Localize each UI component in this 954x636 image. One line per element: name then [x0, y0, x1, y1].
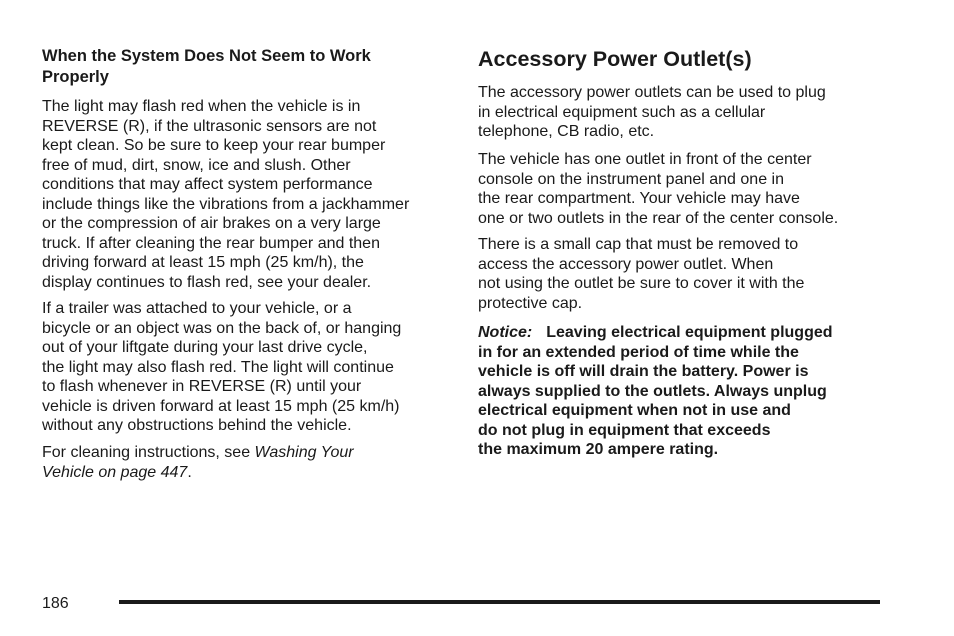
- text-line: There is a small cap that must be removed to: [478, 236, 799, 253]
- text-line: If a trailer was attached to your vehicle, or a: [42, 300, 352, 317]
- left-paragraph-3: [42, 443, 354, 482]
- cross-reference-suffix: .: [187, 463, 192, 481]
- notice-block: [478, 323, 833, 460]
- text-line: or the compression of air brakes on a very large: [42, 215, 381, 232]
- text-line: conditions that may affect system performance: [42, 176, 373, 193]
- cross-reference-link[interactable]: Vehicle on page 447: [42, 463, 188, 481]
- right-paragraph-2: [478, 150, 838, 228]
- text-line: kept clean. So be sure to keep your rear bumper: [42, 137, 386, 154]
- cross-reference-prefix: For cleaning instructions, see: [42, 444, 255, 461]
- notice-label: Notice:: [478, 324, 533, 341]
- text-line: one or two outlets in the rear of the center console.: [478, 209, 839, 227]
- right-paragraph-1: [478, 83, 826, 142]
- right-paragraph-3: [478, 235, 804, 313]
- text-line: [478, 323, 833, 343]
- text-line: in electrical equipment such as a cellular: [478, 103, 766, 121]
- subheading-line: When the System Does Not Seem to Work: [42, 47, 371, 65]
- text-line: do not plug in equipment that exceeds: [478, 421, 771, 439]
- text-line: always supplied to the outlets. Always unplug: [478, 382, 827, 400]
- text-line: vehicle is driven forward at least 15 mph (25 km/h): [42, 397, 400, 415]
- text-line: without any obstructions behind the vehicle.: [42, 417, 352, 434]
- left-paragraph-1: [42, 97, 409, 292]
- notice-first-line: Leaving electrical equipment plugged: [546, 324, 833, 341]
- text-line: out of your liftgate during your last drive cycle,: [42, 339, 368, 356]
- cross-reference-link[interactable]: Washing Your: [254, 444, 354, 461]
- text-line: the maximum 20 ampere rating.: [478, 441, 719, 458]
- text-line: [42, 443, 354, 463]
- text-line: telephone, CB radio, etc.: [478, 123, 655, 140]
- text-line: the light may also flash red. The light will continue: [42, 358, 394, 376]
- section-subheading: [42, 46, 371, 88]
- text-line: free of mud, dirt, snow, ice and slush. Other: [42, 156, 351, 174]
- text-line: the rear compartment. Your vehicle may have: [478, 190, 800, 207]
- text-line: include things like the vibrations from a jackhammer: [42, 195, 410, 213]
- text-line: The accessory power outlets can be used to plug: [478, 84, 826, 101]
- text-line: console on the instrument panel and one in: [478, 170, 784, 188]
- section-heading: Accessory Power Outlet(s): [478, 47, 752, 71]
- text-line: protective cap.: [478, 294, 583, 312]
- text-line: The vehicle has one outlet in front of the center: [478, 151, 812, 168]
- text-line: in for an extended period of time while the: [478, 343, 799, 361]
- footer-rule: [119, 600, 880, 604]
- text-line: REVERSE (R), if the ultrasonic sensors are not: [42, 117, 377, 135]
- left-paragraph-2: [42, 299, 401, 436]
- text-line: electrical equipment when not in use and: [478, 402, 791, 419]
- text-line: vehicle is off will drain the battery. Power is: [478, 363, 809, 380]
- page-number: 186: [42, 595, 69, 612]
- text-line: driving forward at least 15 mph (25 km/h), the: [42, 254, 364, 271]
- text-line: truck. If after cleaning the rear bumper and then: [42, 234, 380, 252]
- text-line: [42, 463, 354, 483]
- text-line: to flash whenever in REVERSE (R) until your: [42, 378, 362, 395]
- text-line: bicycle or an object was on the back of, or hanging: [42, 319, 402, 337]
- text-line: not using the outlet be sure to cover it with the: [478, 275, 805, 292]
- text-line: access the accessory power outlet. When: [478, 255, 774, 273]
- text-line: The light may flash red when the vehicle is in: [42, 98, 361, 115]
- text-line: display continues to flash red, see your dealer.: [42, 273, 372, 291]
- subheading-line: Properly: [42, 68, 109, 86]
